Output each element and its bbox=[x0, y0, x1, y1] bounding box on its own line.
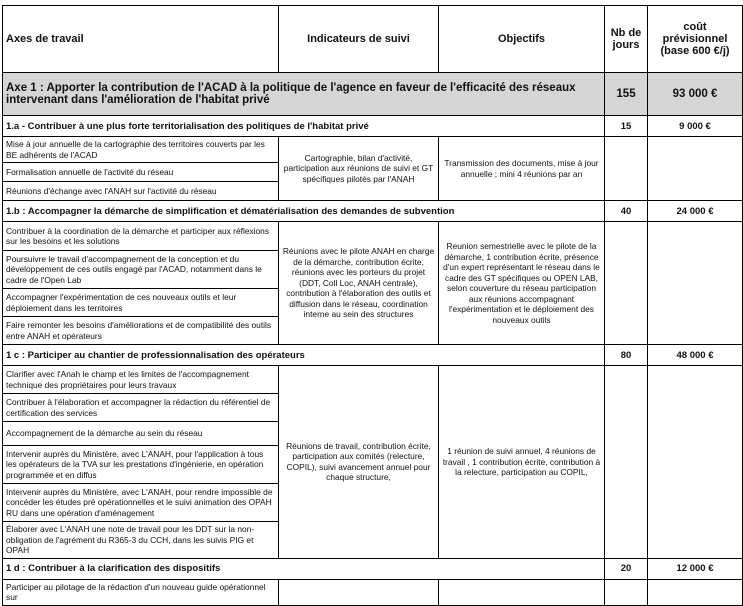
section-1b-jours: 40 bbox=[605, 201, 648, 222]
empty-cell bbox=[648, 137, 743, 201]
section-1a-cout: 9 000 € bbox=[648, 116, 743, 137]
empty-cell bbox=[279, 579, 439, 605]
section-1d-cout: 12 000 € bbox=[648, 558, 743, 579]
empty-cell bbox=[605, 137, 648, 201]
empty-cell bbox=[605, 579, 648, 605]
empty-cell bbox=[648, 366, 743, 559]
section-1a-title: 1.a - Contribuer à une plus forte territorialisation des politiques de l'habitat privé bbox=[3, 116, 605, 137]
list-item: Contribuer à la coordination de la démarche et participer aux réflexions sur les besoins et les solutions bbox=[3, 222, 279, 251]
list-item: Contribuer à l'élaboration et accompagner la rédaction du référentiel de certification des services bbox=[3, 394, 279, 422]
section-1c-objectifs: 1 réunion de suivi annuel, 4 réunions de travail , 1 contribution écrite, contribution à la relecture, participation au COPIL, bbox=[439, 366, 605, 559]
header-cout: coût prévisionnel (base 600 €/j) bbox=[648, 6, 743, 73]
work-plan-table bbox=[2, 5, 743, 606]
section-1c-indicateurs: Réunions de travail, contribution écrite, participation aux comités (relecture, COPIL), suivi avancement annuel pour chaque structure, bbox=[279, 366, 439, 559]
axe1-cout: 93 000 € bbox=[648, 73, 743, 116]
list-item: Intervenir auprès du Ministère, avec L'ANAH, pour l'application à tous les opérateurs de la TVA sur les prestations d'ingénierie, en opération programmée et en diffus bbox=[3, 446, 279, 484]
section-1c-title: 1 c : Participer au chantier de professionnalisation des opérateurs bbox=[3, 345, 605, 366]
empty-cell bbox=[648, 579, 743, 605]
list-item: Réunions d'échange avec l'ANAH sur l'activité du réseau bbox=[3, 182, 279, 201]
section-1d-row bbox=[3, 558, 743, 579]
section-1b-row bbox=[3, 201, 743, 222]
header-indicateurs: Indicateurs de suivi bbox=[279, 6, 439, 73]
table-row bbox=[3, 366, 743, 394]
list-item: Élaborer avec L'ANAH une note de travail pour les DDT sur la non-obligation de l'agrément du R365-3 du CCH, dans les suivis PIG et OPAH bbox=[3, 522, 279, 559]
empty-cell bbox=[605, 366, 648, 559]
axe1-jours: 155 bbox=[605, 73, 648, 116]
section-1a-jours: 15 bbox=[605, 116, 648, 137]
list-item: Participer au pilotage de la rédaction d'un nouveau guide opérationnel sur bbox=[3, 579, 279, 605]
list-item: Intervenir auprès du Ministère, avec L'ANAH, pour rendre impossible de concéder les études pré opérationnelles et le suivi animation des OPAH RU dans une opération d'aménagement bbox=[3, 484, 279, 522]
section-1a-row bbox=[3, 116, 743, 137]
header-row bbox=[3, 6, 743, 73]
axe1-row bbox=[3, 73, 743, 116]
table-row bbox=[3, 222, 743, 251]
list-item: Mise à jour annuelle de la cartographie des territoires couverts par les BE adhérents de l'ACAD bbox=[3, 137, 279, 163]
list-item: Accompagnement de la démarche au sein du réseau bbox=[3, 422, 279, 446]
table-row bbox=[3, 137, 743, 163]
section-1b-cout: 24 000 € bbox=[648, 201, 743, 222]
section-1a-indicateurs: Cartographie, bilan d'activité, participation aux réunions de suivi et GT spécifiques pilotés par l'ANAH bbox=[279, 137, 439, 201]
section-1d-title: 1 d : Contribuer à la clarification des dispositifs bbox=[3, 558, 605, 579]
section-1b-objectifs: Reunion semestrielle avec le pilote de la démarche, 1 contribution écrite, présence d'un expert représentant le réseau dans le cadre des GT spécifiques ou OPEN LAB, selon couverture du réseau participation aux réunions accompagnant l'expérimentation et le déploiement des nouveaux outils bbox=[439, 222, 605, 345]
header-nb-jours: Nb de jours bbox=[605, 6, 648, 73]
list-item: Poursuivre le travail d'accompagnement de la conception et du développement de ces outils engagé par l'ACAD, notamment dans le cadre de l'Open Lab bbox=[3, 251, 279, 289]
empty-cell bbox=[605, 222, 648, 345]
section-1c-cout: 48 000 € bbox=[648, 345, 743, 366]
section-1b-indicateurs: Réunions avec le pilote ANAH en charge de la démarche, contribution écrite, réunions avec les porteurs du projet (DDT, Coll Loc, ANAH centrale), contribution à l'élaboration des outils et diffusion dans le réseau, coordination interne au sein des structures bbox=[279, 222, 439, 345]
axe1-title: Axe 1 : Apporter la contribution de l'ACAD à la politique de l'agence en faveur de l'efficacité des réseaux intervenant dans l'amélioration de l'habitat privé bbox=[3, 73, 605, 116]
header-axes: Axes de travail bbox=[3, 6, 279, 73]
empty-cell bbox=[439, 579, 605, 605]
section-1a-objectifs: Transmission des documents, mise à jour annuelle ; mini 4 réunions par an bbox=[439, 137, 605, 201]
section-1b-title: 1.b : Accompagner la démarche de simplification et dématérialisation des demandes de subvention bbox=[3, 201, 605, 222]
table-row bbox=[3, 579, 743, 605]
section-1c-row bbox=[3, 345, 743, 366]
section-1d-jours: 20 bbox=[605, 558, 648, 579]
header-objectifs: Objectifs bbox=[439, 6, 605, 73]
section-1c-jours: 80 bbox=[605, 345, 648, 366]
list-item: Faire remonter les besoins d'améliorations et de compatibilité des outils entre ANAH et opérateurs bbox=[3, 317, 279, 345]
list-item: Formalisation annuelle de l'activité du réseau bbox=[3, 163, 279, 182]
list-item: Accompagner l'expérimentation de ces nouveaux outils et leur déploiement dans les territoires bbox=[3, 289, 279, 317]
empty-cell bbox=[648, 222, 743, 345]
list-item: Clarifier avec l'Anah le champ et les limites de l'accompagnement technique des propriétaires pour leurs travaux bbox=[3, 366, 279, 394]
